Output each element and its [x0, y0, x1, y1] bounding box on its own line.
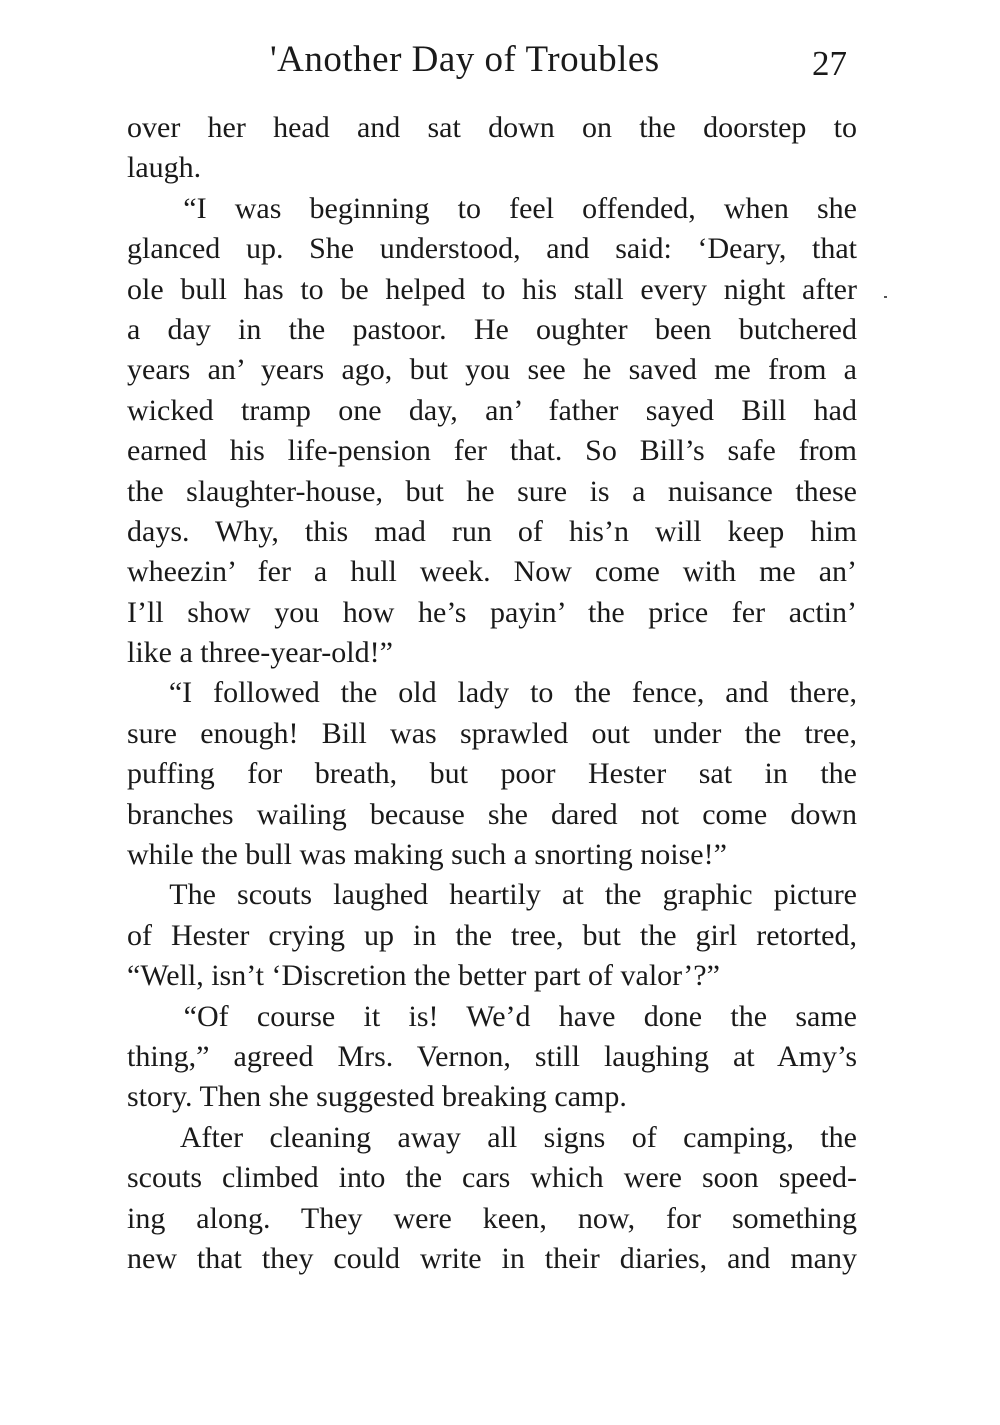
text-line: scouts climbed into the cars which were soon speed- [127, 1161, 857, 1195]
text-line: I’ll show you how he’s payin’ the price fer actin’ [127, 595, 857, 629]
text-line: After cleaning away all signs of camping, the [127, 1120, 857, 1154]
text-line: sure enough! Bill was sprawled out under the tree, [127, 716, 857, 750]
text-line: branches wailing because she dared not come down [127, 797, 857, 831]
text-line: while the bull was making such a snorting noise!” [127, 838, 727, 872]
text-line: like a three-year-old!” [127, 636, 393, 670]
text-line: puffing for breath, but poor Hester sat in the [127, 757, 857, 791]
running-head [0, 38, 1000, 88]
text-line: ing along. They were keen, now, for something [127, 1201, 857, 1235]
text-line: a day in the pastoor. He oughter been butchered [127, 312, 857, 346]
text-line: “Of course it is! We’d have done the same [127, 999, 857, 1033]
text-line: laugh. [127, 151, 202, 185]
text-line: new that they could write in their diaries, and many [127, 1241, 857, 1275]
text-line: of Hester crying up in the tree, but the girl retorted, [127, 918, 857, 952]
text-line: “I was beginning to feel offended, when she [127, 191, 857, 225]
text-line: wicked tramp one day, an’ father sayed Bill had [127, 393, 857, 427]
print-speck [884, 296, 887, 298]
text-line: “Well, isn’t ‘Discretion the better part of valor’?” [127, 959, 720, 993]
text-line: glanced up. She understood, and said: ‘Deary, that [127, 232, 857, 266]
page-number: 27 [812, 44, 847, 83]
text-line: years an’ years ago, but you see he saved me from a [127, 353, 857, 387]
body-text [127, 108, 857, 1279]
text-line: wheezin’ fer a hull week. Now come with me an’ [127, 555, 857, 589]
text-line: days. Why, this mad run of his’n will keep him [127, 514, 857, 548]
text-line: over her head and sat down on the doorstep to [127, 111, 857, 144]
text-line: earned his life-pension fer that. So Bill’s safe from [127, 434, 857, 468]
text-line: story. Then she suggested breaking camp. [127, 1080, 627, 1114]
text-line: thing,” agreed Mrs. Vernon, still laughing at Amy’s [127, 1039, 857, 1073]
text-line: the slaughter-house, but he sure is a nuisance these [127, 474, 857, 508]
text-line: The scouts laughed heartily at the graphic picture [127, 878, 857, 912]
running-title: 'Another Day of Troubles [270, 39, 660, 80]
text-line: ole bull has to be helped to his stall every night after [127, 272, 857, 306]
text-line: “I followed the old lady to the fence, and there, [127, 676, 857, 710]
